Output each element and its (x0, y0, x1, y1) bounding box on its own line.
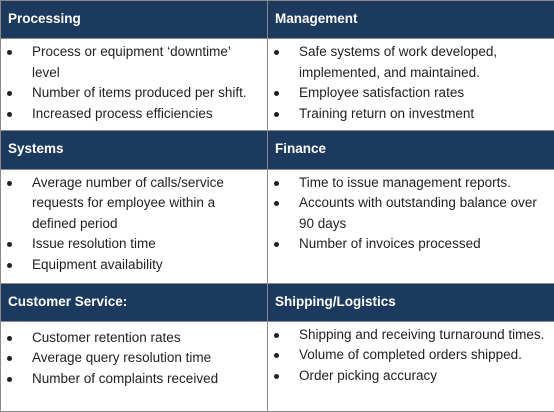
list-item-text: Safe systems of work developed, implemented, and maintained. (299, 44, 498, 80)
bullet-icon (7, 356, 12, 361)
bullet-icon (7, 263, 12, 268)
bullet-icon (274, 112, 279, 117)
section-header-shipping-logistics: Shipping/Logistics (268, 283, 554, 321)
list-item (274, 193, 548, 234)
header-row-3 (1, 283, 554, 321)
list-item (274, 366, 548, 387)
section-cell-processing (1, 39, 268, 131)
list-item-text: Accounts with outstanding balance over 90 days (299, 195, 537, 231)
bullet-icon (274, 333, 279, 338)
list-item (274, 42, 548, 83)
section-cell-finance (268, 169, 554, 283)
list-item-text: Number of invoices processed (299, 236, 481, 251)
bullet-icon (7, 112, 12, 117)
bullet-icon (274, 374, 279, 379)
section-cell-systems (1, 169, 268, 283)
list-item (7, 173, 261, 235)
list-item-text: Issue resolution time (32, 236, 156, 251)
section-cell-shipping-logistics (268, 321, 554, 411)
section-header-systems: Systems (1, 131, 268, 169)
section-header-management: Management (268, 1, 554, 39)
bullet-list (7, 173, 261, 276)
bullet-list (7, 42, 261, 124)
list-item (7, 42, 261, 83)
bullet-list (7, 328, 261, 390)
bullet-icon (7, 181, 12, 186)
list-item (7, 328, 261, 349)
bullet-icon (274, 201, 279, 206)
list-item (274, 83, 548, 104)
list-item (274, 234, 548, 255)
list-item-text: Training return on investment (299, 105, 475, 121)
list-item (274, 345, 548, 366)
list-item-text: Average number of calls/service requests for employee within a defined period (32, 174, 224, 231)
bullet-icon (7, 242, 12, 247)
list-item (274, 325, 548, 346)
list-item (274, 104, 548, 125)
list-item-text: Process or equipment ‘downtime’ level (32, 44, 231, 80)
list-item-text: Number of complaints received (32, 370, 219, 386)
section-header-processing: Processing (1, 1, 268, 39)
bullet-icon (274, 50, 279, 55)
bullet-list (274, 325, 548, 387)
list-item (7, 234, 261, 255)
list-item (7, 255, 261, 276)
section-cell-management (268, 39, 554, 131)
list-item-text: Order picking accuracy (299, 367, 438, 383)
bullet-icon (7, 377, 12, 382)
list-item-text: Time to issue management reports. (299, 174, 511, 190)
list-item-text: Average query resolution time (32, 350, 212, 366)
list-item (7, 369, 261, 390)
list-item-text: Increased process efficiencies (32, 105, 213, 121)
bullet-icon (274, 91, 279, 96)
list-item-text: Customer retention rates (32, 329, 181, 345)
header-row-2 (1, 131, 554, 169)
list-item-text: Volume of completed orders shipped. (299, 347, 522, 363)
list-item-text: Shipping and receiving turnaround times. (299, 326, 545, 342)
bullet-icon (7, 91, 12, 96)
header-row-1 (1, 1, 554, 39)
body-row-2 (1, 169, 554, 283)
body-row-3 (1, 321, 554, 411)
list-item-text: Employee satisfaction rates (299, 85, 465, 101)
list-item-text: Equipment availability (32, 256, 163, 272)
list-item (7, 83, 261, 104)
bullet-icon (7, 336, 12, 341)
section-cell-customer-service (1, 321, 268, 411)
section-header-customer-service: Customer Service: (1, 283, 268, 321)
bullet-icon (7, 50, 12, 55)
body-row-1 (1, 39, 554, 131)
bullet-list (274, 42, 548, 124)
list-item (7, 104, 261, 125)
bullet-icon (274, 181, 279, 186)
bullet-icon (274, 353, 279, 358)
list-item (274, 173, 548, 194)
list-item-text: Number of items produced per shift. (32, 85, 247, 101)
section-header-finance: Finance (268, 131, 554, 169)
bullet-list (274, 173, 548, 255)
list-item (7, 348, 261, 369)
bullet-icon (274, 242, 279, 247)
